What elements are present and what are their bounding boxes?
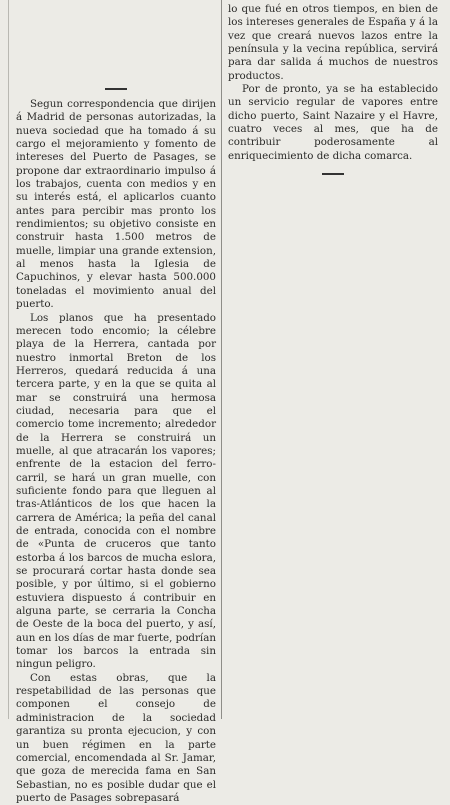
article-paragraph-4: Por de pronto, ya se ha establecido un servicio regular de vapores entre dicho puerto, Saint Nazaire y el Havre, cuatro veces al mes, que ha de contribuir poderosamente al enriquecimiento de dicha comarca.: [228, 83, 438, 162]
left-margin-rule: [8, 0, 9, 719]
section-separator-end: [322, 173, 344, 175]
article-paragraph-1: Segun correspondencia que dirijen á Madrid de personas autorizadas, la nueva sociedad que ha tomado á su cargo el mejoramiento y fomento de intereses del Puerto de Pasages, se propone dar extraordinario impulso á los trabajos, cuenta con medios y en su interés está, el aplicarlos cuanto antes para percibir mas pronto los rendimientos; su objetivo consiste en construir hasta 1.500 metros de muelle, limpiar una grande extension, al menos hasta la Iglesia de Capuchinos, y elevar hasta 500.000 toneladas el movimiento anual del puerto.: [16, 98, 216, 311]
article-paragraph-continued: lo que fué en otros tiempos, en bien de los intereses generales de España y á la vez que creará nuevos lazos entre la península y la vecina república, servirá para dar salida á muchos de nuestros productos.: [228, 3, 438, 82]
column-divider-rule: [221, 0, 222, 719]
article-paragraph-3: Con estas obras, que la respetabilidad de las personas que componen el consejo de administracion de la sociedad garantiza su pronta ejecucion, y con un buen régimen en la parte comercial, encomendada al Sr. Jamar, que goza de merecida fama en San Sebastian, no es posible dudar que el puerto de Pasages sobrepasará: [16, 671, 216, 804]
right-column: [228, 0, 438, 719]
left-column: [16, 0, 216, 804]
article-paragraph-2: Los planos que ha presentado merecen todo encomio; la célebre playa de la Herrera, cantada por nuestro inmortal Breton de los Herreros, quedará reducida á una tercera parte, y en la que se quita al mar se construirá una hermosa ciudad, necesaria para que el comercio tome incremento; alrededor de la Herrera se construirá un muelle, al que atracarán los vapores; enfrente de la estacion del ferro-carril, se hará un gran muelle, con suficiente fondo para que lleguen al tras-Atlánticos de los que hacen la carrera de América; la peña del canal de entrada, conocida con el nombre de «Punta de cruceros que tanto estorba á los barcos de mucha eslora, se procurará cortar hasta donde sea posible, y por último, si el gobierno estuviera dispuesto á contribuir en alguna parte, se cerraria la Concha de Oeste de la boca del puerto, y así, aun en los días de mar fuerte, podrían tomar los barcos la entrada sin ningun peligro.: [16, 311, 216, 671]
section-separator-top: [105, 88, 127, 90]
